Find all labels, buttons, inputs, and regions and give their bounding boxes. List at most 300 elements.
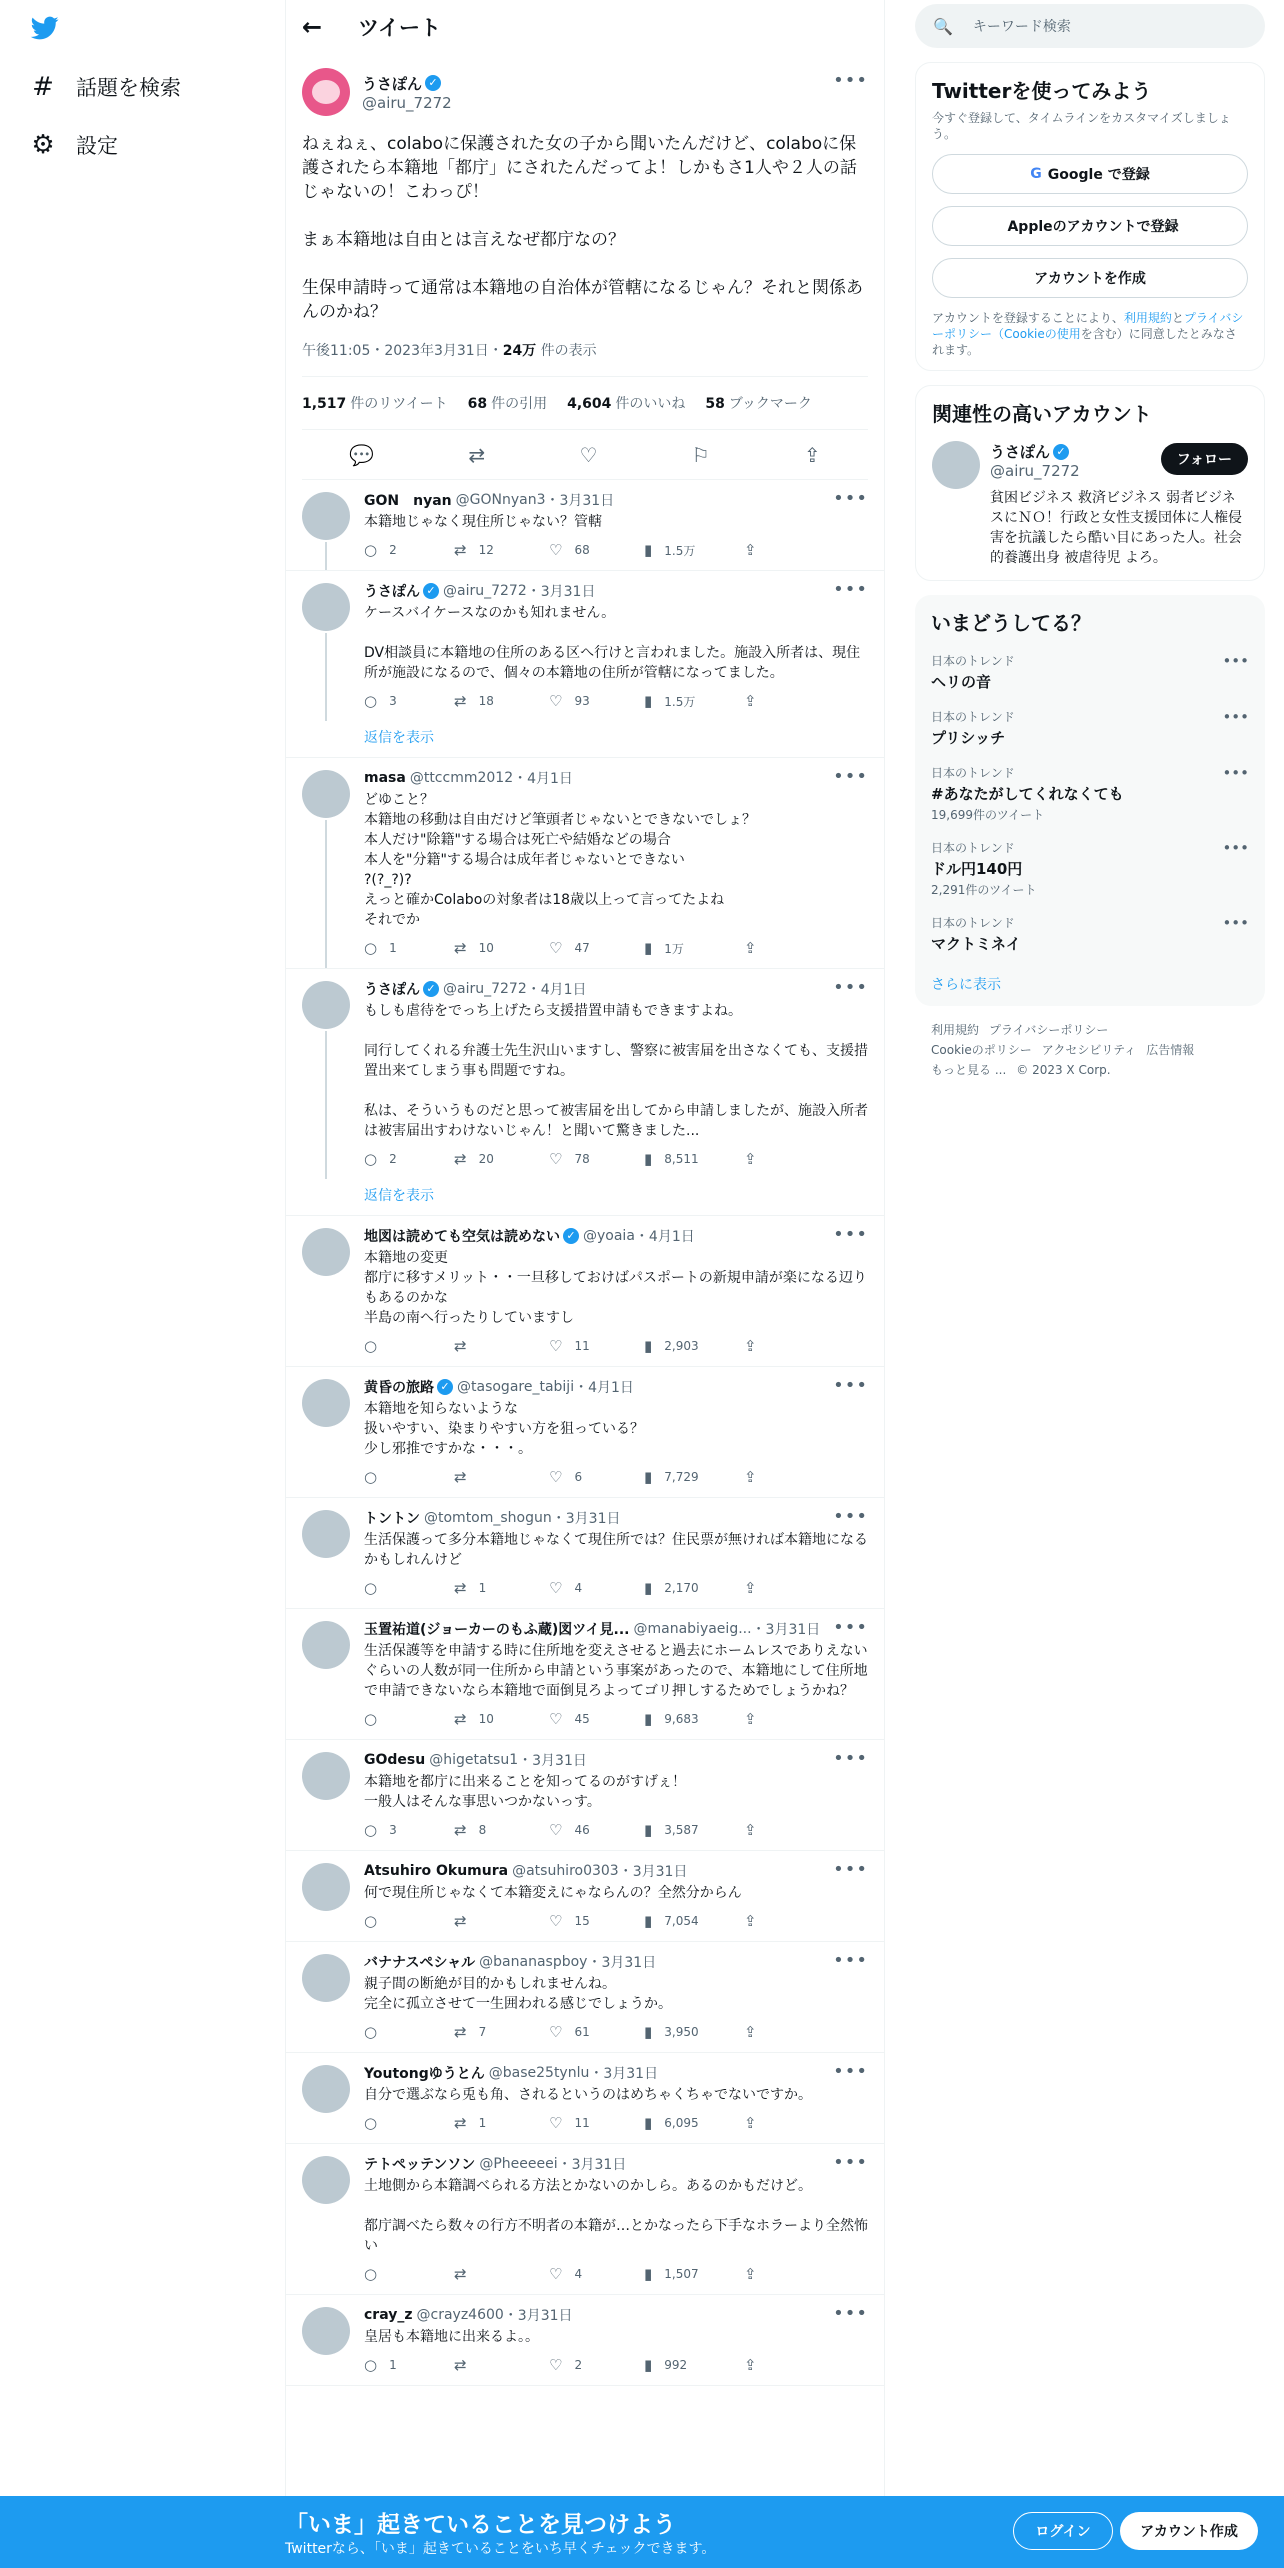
reply-date[interactable]: ・4月1日 [574,1380,634,1396]
tweet-actions [302,430,868,480]
avatar[interactable] [302,2065,350,2113]
retweet-button[interactable] [454,2023,549,2041]
share-button[interactable] [744,2265,769,2283]
footer-link[interactable]: プライバシーポリシー [989,1023,1109,1037]
reply-handle[interactable]: @bananaspboy [479,1954,588,1970]
retweet-count: 7 [478,2025,487,2039]
more-options-icon[interactable]: ••• [1222,914,1249,932]
views-button[interactable] [644,541,744,559]
login-button[interactable]: ログイン [1013,2512,1113,2550]
reply-button[interactable] [364,1337,454,1355]
like-icon[interactable]: ♡ [579,442,598,467]
create-account-button[interactable] [932,258,1248,298]
retweet-icon: ⇄ [454,2023,467,2041]
like-button[interactable] [549,541,644,559]
avatar[interactable] [302,1863,350,1911]
reply-text: 本籍地を都庁に出来ることを知ってるのがすげぇ！ 一般人はそんな事思いつかないっす。 [364,1774,686,1810]
apple-signup-button[interactable] [932,206,1248,246]
reply-date[interactable]: ・4月1日 [513,771,573,787]
share-button[interactable] [744,1821,769,1839]
footer-link[interactable]: Cookieのポリシー [931,1043,1032,1057]
avatar[interactable] [302,770,350,818]
trend-label: 日本のトレンド [931,916,1015,930]
reply-header [364,490,868,510]
reply-text: 親子間の断絶が目的かもしれませんね。 完全に孤立させて一生囲われる感じでしょうか。 [364,1976,672,2012]
focused-tweet [286,54,884,480]
show-replies-link[interactable]: 返信を表示 [286,1179,884,1216]
reply-date[interactable]: ・3月31日 [751,1622,821,1638]
retweet-icon: ⇄ [454,541,467,559]
reply-date[interactable]: ・3月31日 [526,584,596,600]
reply-tweet[interactable] [286,758,884,969]
trend-item[interactable] [931,652,1249,692]
author-handle[interactable]: @airu_7272 [362,93,452,112]
avatar[interactable] [302,1954,350,2002]
reply-author-name[interactable]: Youtongゆうとん [364,2066,485,2082]
retweet-button[interactable] [454,1710,549,1728]
like-button[interactable] [549,1579,644,1597]
trend-item[interactable] [931,764,1249,823]
share-button[interactable] [744,1150,769,1168]
related-accounts-card [915,385,1265,581]
views-count: 2,170 [664,1581,699,1595]
reply-handle[interactable]: @airu_7272 [443,583,527,599]
share-icon: ⇪ [744,1710,757,1728]
reply-tweet[interactable] [286,2053,884,2144]
retweet-button[interactable] [454,1337,549,1355]
views-count: 24万 [502,343,537,359]
views-button[interactable] [644,2356,744,2374]
reply-date[interactable]: ・3月31日 [545,493,615,509]
like-button[interactable] [549,2114,644,2132]
more-options-icon[interactable]: ••• [833,70,868,91]
avatar[interactable] [302,68,350,116]
avatar[interactable] [302,1228,350,1276]
privacy-link[interactable]: プライバシーポリシー（Cookieの使用 [932,311,1244,341]
views-button[interactable] [644,1821,744,1839]
more-options-icon[interactable]: ••• [833,1748,868,1769]
reply-date[interactable]: ・3月31日 [503,2308,573,2324]
avatar[interactable] [302,981,350,1029]
reply-author-name[interactable]: 地図は読めても空気は読めない [364,1229,560,1245]
footer-link[interactable]: 広告情報 [1146,1043,1195,1057]
reply-author-name[interactable]: テトペッテンソン [364,2157,476,2173]
share-button[interactable] [744,1710,769,1728]
signup-title: Twitterを使ってみよう [932,79,1152,103]
reply-button[interactable] [364,2023,454,2041]
retweet-icon: ⇄ [454,1912,467,1930]
like-icon: ♡ [549,1579,563,1597]
reply-date[interactable]: ・3月31日 [589,2066,659,2082]
more-options-icon[interactable]: ••• [833,2061,868,2082]
reply-tweet[interactable] [286,2144,884,2295]
reply-author-name[interactable]: うさぽん [364,584,420,600]
reply-tweet[interactable] [286,1367,884,1498]
retweet-button[interactable] [454,1579,549,1597]
retweet-button[interactable] [454,1150,549,1168]
views-count: 1.5万 [664,543,696,558]
reply-button[interactable] [364,541,454,559]
reply-icon: ○ [364,692,378,710]
views-button[interactable] [644,1150,744,1168]
views-button[interactable] [644,2265,744,2283]
reply-button[interactable] [364,1912,454,1930]
reply-handle[interactable]: @higetatsu1 [429,1752,519,1768]
share-button[interactable] [744,541,769,559]
more-options-icon[interactable]: ••• [833,579,868,600]
stat-label: 件のいいね [615,396,686,412]
more-options-icon[interactable]: ••• [1222,839,1249,857]
views-count: 2,903 [664,1339,699,1353]
share-icon: ⇪ [744,2265,757,2283]
bookmarks-stat[interactable] [705,393,812,413]
reply-button[interactable] [364,1468,454,1486]
more-options-icon[interactable]: ••• [1222,708,1249,726]
reply-tweet[interactable] [286,1740,884,1851]
like-button[interactable] [549,1912,644,1930]
reply-date[interactable]: ・4月1日 [526,982,587,998]
button-label: Appleのアカウントで登録 [1007,219,1179,235]
retweet-count: 1 [478,2116,487,2130]
stat-num: 68 [467,396,488,412]
more-options-icon[interactable]: ••• [833,977,868,998]
reply-author-name[interactable]: バナナスペシャル [364,1955,476,1971]
related-account[interactable] [932,441,1248,568]
retweet-button[interactable] [454,541,549,559]
like-count: 46 [574,1823,590,1837]
reply-tweet[interactable] [286,480,884,571]
reply-header [364,1750,868,1770]
reply-icon: ○ [364,1579,378,1597]
reply-text: 本籍地を知らないような 扱いやすい、染まりやすい方を狙っている？ 少し邪推ですかな・・・。 [364,1401,644,1457]
views-button[interactable] [644,1468,744,1486]
retweet-button[interactable] [454,2114,549,2132]
quotes-stat[interactable] [468,393,547,413]
reply-author-name[interactable]: masa [364,770,406,786]
reply-handle[interactable]: @crayz4600 [416,2307,504,2323]
share-button[interactable] [744,2356,769,2374]
like-icon: ♡ [549,939,563,957]
avatar[interactable] [932,441,980,489]
reply-actions [364,1709,868,1729]
like-count: 2 [574,2358,583,2372]
reply-actions [364,2264,868,2284]
retweets-stat[interactable] [302,393,448,413]
retweet-button[interactable] [454,1912,549,1930]
reply-handle[interactable]: @base25tynlu [488,2065,590,2081]
reply-handle[interactable]: @airu_7272 [443,981,527,997]
reply-text: ケースバイケースなのかも知れません。 DV相談員に本籍地の住所のある区へ行けと言われました。施設入所者は、現住所が施設になるので、個々の本籍地の住所が管轄になってました。 [364,605,861,681]
likes-stat[interactable] [567,393,685,413]
share-button[interactable] [744,1579,769,1597]
retweet-button[interactable] [454,1821,549,1839]
views-icon: ▮ [644,1821,653,1839]
tweet-author [302,64,868,120]
reply-count: 1 [389,941,397,955]
trend-name: マクトミネイ [931,935,1021,953]
retweet-button[interactable] [454,1468,549,1486]
trend-item[interactable] [931,708,1249,748]
like-count: 68 [574,543,590,557]
thread-line [325,542,327,570]
avatar[interactable] [302,492,350,540]
signup-subtitle: 今すぐ登録して、タイムラインをカスタマイズしましょう。 [932,111,1231,141]
reply-button[interactable] [364,1821,454,1839]
like-button[interactable] [549,1150,644,1168]
reply-button[interactable] [364,1579,454,1597]
reply-handle[interactable]: @manabiyaeig... [633,1621,752,1637]
like-count: 4 [574,1581,583,1595]
reply-tweet[interactable] [286,1942,884,2053]
tweet-text: ねぇねぇ、colaboに保護された女の子から聞いたんだけど、colaboに保護されたら本籍地「都庁」にされたんだってよ！しかもさ1人や２人の話じゃないの！こわっぴ！ まぁ本籍地は自由とは言えなぜ都庁なの？ 生保申請時って通常は本籍地の自治体が管轄になるじゃん？それと関係あんのかね？ [302,134,863,322]
views-button[interactable] [644,692,744,710]
reply-icon: ○ [364,1337,378,1355]
more-options-icon[interactable]: ••• [833,766,868,787]
stat-num: 58 [705,396,725,412]
trend-label: 日本のトレンド [931,766,1015,780]
thread-line [325,820,327,968]
reply-button[interactable] [364,2265,454,2283]
signup-button[interactable]: アカウント作成 [1120,2512,1258,2550]
reply-count: 1 [389,2358,397,2372]
reply-handle[interactable]: @ttccmm2012 [409,770,514,786]
footer-link[interactable]: アクセシビリティ [1041,1043,1137,1057]
more-options-icon[interactable]: ••• [833,2303,868,2324]
share-button[interactable] [744,939,769,957]
reply-icon[interactable]: 💬 [349,442,375,467]
retweet-count: 12 [478,543,494,557]
show-more-trends-link[interactable]: さらに表示 [931,977,1001,993]
legal-text: アカウントを登録することにより、 [932,311,1124,325]
reply-actions [364,2022,868,2042]
avatar[interactable] [302,583,350,631]
views-button[interactable] [644,2114,744,2132]
reply-tweet[interactable] [286,571,884,721]
avatar[interactable] [302,1379,350,1427]
share-button[interactable] [744,692,769,710]
like-icon: ♡ [549,1710,563,1728]
views-button[interactable] [644,2023,744,2041]
footer-link[interactable]: 利用規約 [931,1023,980,1037]
views-icon: ▮ [644,2114,653,2132]
retweet-button[interactable] [454,692,549,710]
terms-link[interactable]: 利用規約 [1123,311,1172,325]
reply-button[interactable] [364,1710,454,1728]
verified-badge-icon: ✓ [423,981,439,997]
share-button[interactable] [744,2023,769,2041]
reply-button[interactable] [364,692,454,710]
back-arrow-icon[interactable]: ← [302,13,323,41]
share-button[interactable] [744,1337,769,1355]
views-button[interactable] [644,1912,744,1930]
reply-actions [364,2355,868,2375]
reply-author-name[interactable]: Atsuhiro Okumura [364,1863,509,1879]
trend-name: ドル円140円 [931,860,1023,878]
reply-tweet[interactable] [286,1851,884,1942]
more-options-icon[interactable]: ••• [833,1506,868,1527]
banner-subtitle: Twitterなら、「いま」起きていることをいち早くチェックできます。 [285,2541,716,2557]
retweet-button[interactable] [454,939,549,957]
retweet-icon[interactable]: ⇄ [468,442,486,467]
reply-author-name[interactable]: 黄昏の旅路 [364,1380,434,1396]
share-button[interactable] [744,1912,769,1930]
like-button[interactable] [549,692,644,710]
retweet-count: 18 [478,694,494,708]
reply-handle[interactable]: @atsuhiro0303 [512,1863,619,1879]
account-name[interactable]: うさぽん [990,443,1051,461]
more-options-icon[interactable]: ••• [833,1375,868,1396]
avatar[interactable] [302,2156,350,2204]
reply-text: 本籍地の変更 都庁に移すメリット・・一旦移しておけばパスポートの新規申請が楽になる辺りもあるのかな 半島の南へ行ったりしていますし [364,1250,867,1326]
like-button[interactable] [549,939,644,957]
reply-date[interactable]: ・3月31日 [618,1864,688,1880]
like-button[interactable] [549,1468,644,1486]
like-button[interactable] [549,2265,644,2283]
reply-list [286,480,884,2386]
google-signup-button[interactable] [932,154,1248,194]
more-options-icon[interactable]: ••• [833,1859,868,1880]
reply-author-name[interactable]: 玉置祐道(ジョーカーのもふ蔵)図ツイ見... [364,1622,630,1638]
nav-settings[interactable] [28,123,118,167]
like-icon: ♡ [549,2023,563,2041]
reply-author-name[interactable]: GOdesu [364,1752,426,1768]
share-button[interactable] [744,2114,769,2132]
stat-label: 件のリツイート [350,396,448,412]
retweet-count: 20 [478,1152,494,1166]
reply-button[interactable] [364,1150,454,1168]
search-bar[interactable] [915,4,1265,48]
reply-actions [364,1336,868,1356]
reply-header [364,1952,868,1972]
nav-explore[interactable] [28,65,181,109]
share-icon: ⇪ [744,2114,757,2132]
share-button[interactable] [744,1468,769,1486]
reply-author-name[interactable]: GON nyan [364,493,452,509]
views-button[interactable] [644,1710,744,1728]
like-button[interactable] [549,1710,644,1728]
reply-header [364,768,868,788]
like-button[interactable] [549,2023,644,2041]
reply-button[interactable] [364,2114,454,2132]
thread-line [325,1031,327,1179]
retweet-icon: ⇄ [454,1821,467,1839]
reply-tweet[interactable] [286,1216,884,1367]
trend-item[interactable] [931,914,1249,954]
verified-badge-icon: ✓ [425,75,441,91]
views-icon: ▮ [644,1468,653,1486]
reply-icon: ○ [364,2023,378,2041]
more-options-icon[interactable]: ••• [833,488,868,509]
reply-date[interactable]: ・3月31日 [557,2157,627,2173]
share-icon: ⇪ [744,692,757,710]
legal-text: と [1171,311,1184,325]
reply-date[interactable]: ・3月31日 [587,1955,657,1971]
share-icon: ⇪ [744,1150,757,1168]
reply-tweet[interactable] [286,969,884,1179]
reply-tweet[interactable] [286,2295,884,2386]
author-name[interactable]: うさぽん [362,74,423,93]
reply-icon: ○ [364,2356,378,2374]
reply-button[interactable] [364,939,454,957]
more-options-icon[interactable]: ••• [1222,652,1249,670]
reply-date[interactable]: ・3月31日 [518,1753,587,1769]
like-button[interactable] [549,2356,644,2374]
tweet-timestamp[interactable]: 午後11:05・2023年3月31日・ [302,343,503,359]
signup-card [915,62,1265,371]
avatar[interactable] [302,1621,350,1669]
views-count: 3,950 [664,2025,699,2039]
views-count: 7,054 [664,1914,699,1928]
avatar[interactable] [302,1752,350,1800]
button-label: Google で登録 [1047,167,1150,183]
reply-author-name[interactable]: トントン [364,1511,420,1527]
like-button[interactable] [549,1337,644,1355]
retweet-button[interactable] [454,2265,549,2283]
reply-date[interactable]: ・3月31日 [551,1511,621,1527]
more-options-icon[interactable]: ••• [833,1950,868,1971]
views-button[interactable] [644,939,744,957]
reply-handle[interactable]: @tomtom_shogun [424,1510,552,1526]
reply-tweet[interactable] [286,1609,884,1740]
views-button[interactable] [644,1337,744,1355]
more-options-icon[interactable]: ••• [833,1224,868,1245]
like-count: 45 [574,1712,590,1726]
retweet-button[interactable] [454,2356,549,2374]
reply-text: もしも虐待をでっち上げたら支援措置申請もできますよね。 同行してくれる弁護士先生沢山いますし、警察に被害届を出さなくても、支援措置出来てしまう事も問題ですね。 私は、そういうものだと思って被害届を出してから申請しましたが、施設入所者は被害届出すわけないじゃん！と聞いて驚きました... [364,1003,868,1139]
retweet-count: 1 [478,1581,487,1595]
reply-handle[interactable]: @tasogare_tabiji [457,1379,575,1395]
share-icon: ⇪ [744,1337,757,1355]
more-options-icon[interactable]: ••• [833,1617,868,1638]
reply-tweet[interactable] [286,1498,884,1609]
more-options-icon[interactable]: ••• [1222,764,1249,782]
reply-icon: ○ [364,1150,378,1168]
like-count: 78 [574,1152,590,1166]
avatar[interactable] [302,2307,350,2355]
reply-author-name[interactable]: うさぽん [364,982,420,998]
twitter-bird-icon[interactable] [28,14,62,42]
reply-header [364,2305,868,2325]
reply-header [364,581,868,601]
avatar[interactable] [302,1510,350,1558]
reply-handle[interactable]: @yoaia [583,1228,635,1244]
reply-button[interactable] [364,2356,454,2374]
more-options-icon[interactable]: ••• [833,2152,868,2173]
reply-handle[interactable]: @Pheeeeei [479,2156,558,2172]
share-icon[interactable]: ⇪ [804,442,821,467]
copyright: © 2023 X Corp. [1016,1063,1111,1077]
like-button[interactable] [549,1821,644,1839]
follow-button[interactable]: フォロー [1161,443,1248,475]
footer-more-link[interactable]: もっと見る ... [931,1063,1007,1077]
like-count: 6 [574,1470,583,1484]
views-button[interactable] [644,1579,744,1597]
thread-line [325,633,327,721]
reply-date[interactable]: ・4月1日 [634,1229,695,1245]
trend-item[interactable] [931,839,1249,898]
search-input[interactable]: キーワード検索 [972,19,1071,35]
show-replies-link[interactable]: 返信を表示 [286,721,884,758]
reply-handle[interactable]: @GONnyan3 [455,492,546,508]
signup-legal [932,310,1248,358]
verified-badge-icon: ✓ [563,1228,579,1244]
views-count: 1.5万 [664,694,696,709]
reply-author-name[interactable]: cray_z [364,2307,413,2323]
trend-label: 日本のトレンド [931,841,1015,855]
retweet-count: 10 [478,1712,494,1726]
reply-actions [364,1149,868,1169]
bookmark-icon[interactable]: ⚐ [691,442,710,467]
